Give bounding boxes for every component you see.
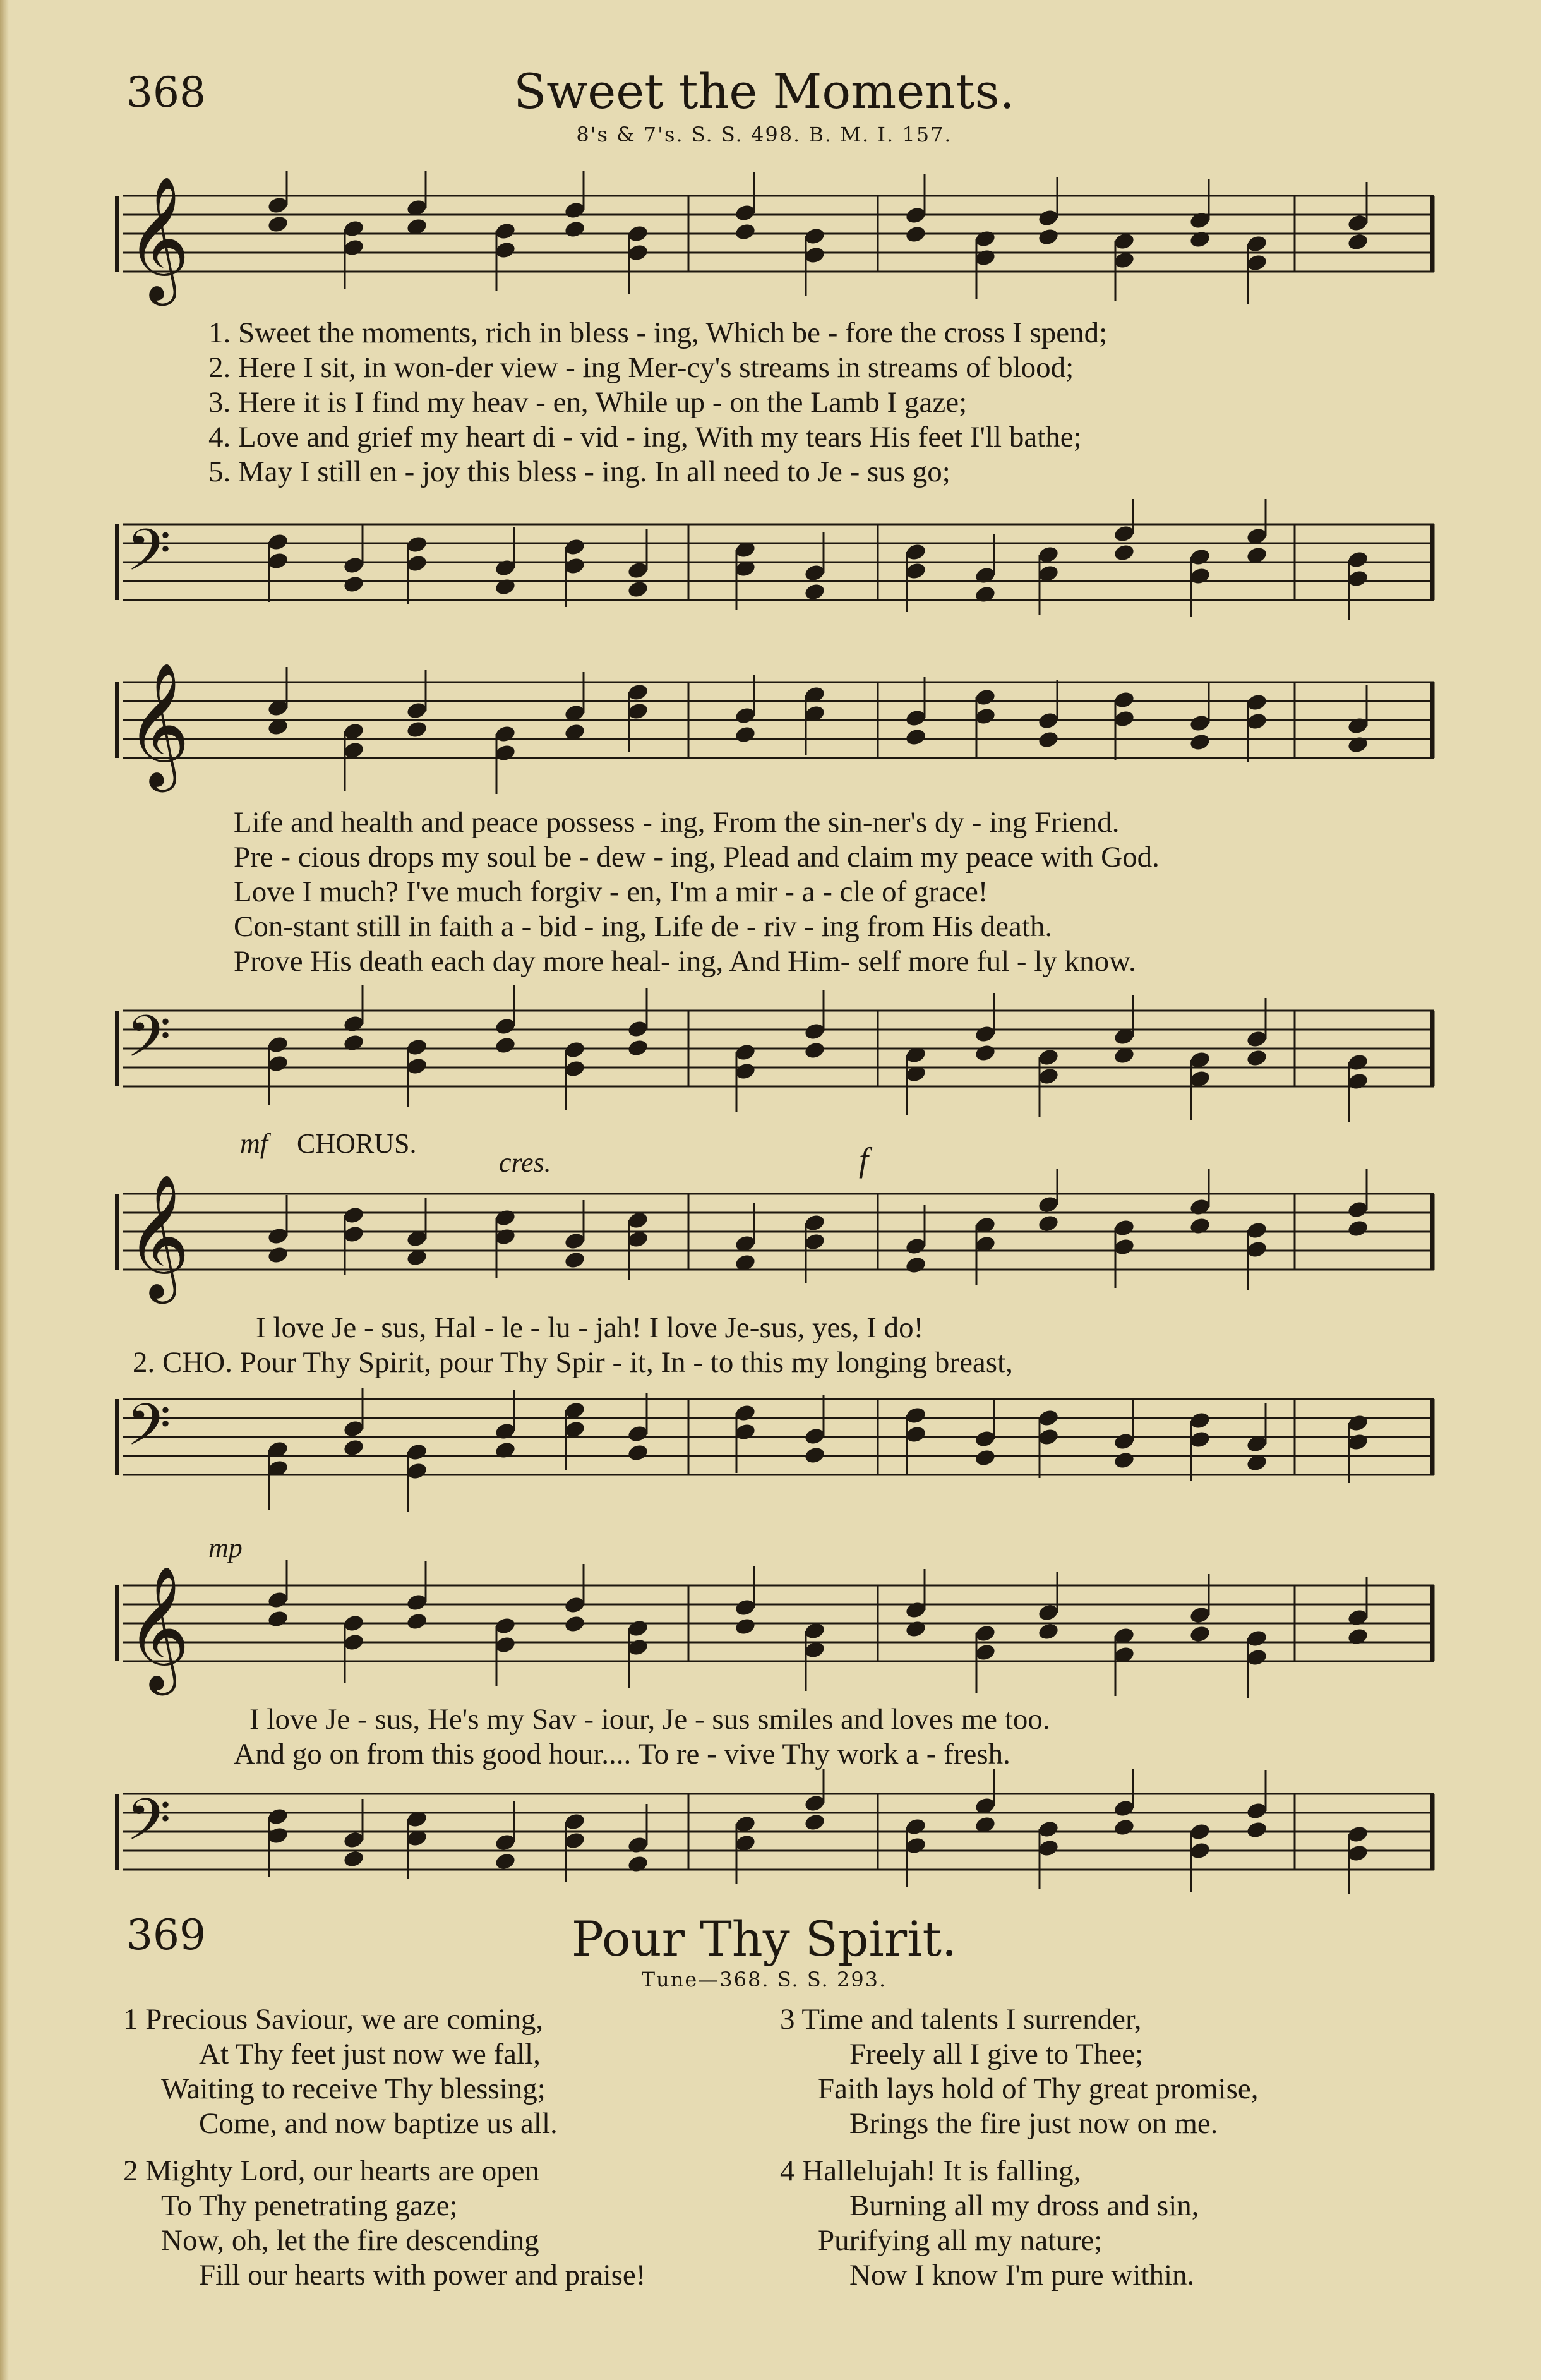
hymn-title-369: Pour Thy Spirit. <box>571 1911 957 1967</box>
note-head <box>1245 1049 1268 1068</box>
verse-2-line-1: 2. Here I sit, in won-der view - ing Mer-cy's streams in streams of blood; <box>208 351 1074 384</box>
chorus-line-3: I love Je - sus, He's my Sav - iour, Je - sus smiles and loves me too. <box>249 1703 1050 1736</box>
note-head <box>1037 227 1060 247</box>
note-head <box>734 222 757 242</box>
note-head <box>1037 730 1060 750</box>
bass-clef-icon: 𝄢 <box>126 1786 171 1867</box>
chorus-line-2: 2. CHO. Pour Thy Spirit, pour Thy Spir - it, In - to this my longing breast, <box>133 1346 1013 1379</box>
note-head <box>734 725 757 745</box>
stanza-2-line-3: Now, oh, let the fire descending <box>161 2224 539 2257</box>
treble-staff-system-1 <box>0 171 1541 316</box>
verse-5-line-2: Prove His death each day more heal- ing, And Him- self more ful - ly know. <box>234 945 1136 978</box>
note-head <box>267 1609 289 1629</box>
note-head <box>1189 733 1211 752</box>
treble-clef-icon: 𝄞 <box>126 176 190 301</box>
note-head <box>342 1849 365 1869</box>
treble-clef-icon: 𝄞 <box>126 1565 190 1690</box>
note-head <box>342 575 365 594</box>
stanza-1-line-2: At Thy feet just now we fall, <box>199 2038 541 2070</box>
note-head <box>734 1617 757 1637</box>
verse-4-line-2: Con-stant still in faith a - bid - ing, Life de - riv - ing from His death. <box>234 910 1053 943</box>
stanza-4-line-1: 4 Hallelujah! It is falling, <box>780 2155 1081 2187</box>
verse-2-line-2: Pre - cious drops my soul be - dew - ing, Plead and claim my peace with God. <box>234 841 1160 874</box>
dynamic-mp: mp <box>208 1532 243 1563</box>
note-head <box>974 585 997 604</box>
treble-clef-icon: 𝄞 <box>126 1174 190 1299</box>
note-head <box>1113 1451 1136 1470</box>
note-head <box>342 1033 365 1053</box>
note-head <box>627 1443 649 1463</box>
bass-staff-system-4 <box>0 1769 1541 1914</box>
note-head <box>627 1038 649 1058</box>
bass-clef-icon: 𝄢 <box>126 1391 171 1472</box>
note-head <box>1346 735 1369 755</box>
bass-staff-system-2 <box>0 985 1541 1131</box>
dynamic-cres: cres. <box>499 1147 551 1178</box>
note-head <box>803 582 826 602</box>
note-head <box>974 1448 997 1468</box>
note-head <box>267 215 289 234</box>
verse-1-line-2: Life and health and peace possess - ing, From the sin-ner's dy - ing Friend. <box>234 806 1120 839</box>
note-head <box>494 1852 517 1872</box>
chorus-line-4: And go on from this good hour.... To re - vive Thy work a - fresh. <box>234 1738 1010 1770</box>
note-head <box>405 1612 428 1632</box>
note-head <box>1189 1217 1211 1236</box>
note-head <box>563 1251 586 1270</box>
note-head <box>627 1854 649 1874</box>
note-head <box>1113 1818 1136 1837</box>
note-head <box>1113 543 1136 563</box>
chorus-label: CHORUS. <box>297 1128 417 1159</box>
stanza-1-line-1: 1 Precious Saviour, we are coming, <box>123 2003 544 2036</box>
note-head <box>494 1441 517 1460</box>
note-head <box>1189 230 1211 249</box>
note-head <box>563 220 586 239</box>
stanza-3-line-2: Freely all I give to Thee; <box>849 2038 1144 2070</box>
stanza-4-line-4: Now I know I'm pure within. <box>849 2259 1195 2292</box>
treble-staff-system-4 <box>0 1560 1541 1705</box>
verse-3-line-2: Love I much? I've much forgiv - en, I'm a mir - a - cle of grace! <box>234 875 988 908</box>
stanza-3-line-3: Faith lays hold of Thy great promise, <box>818 2072 1259 2105</box>
note-head <box>803 1041 826 1061</box>
stanza-3-line-4: Brings the fire just now on me. <box>849 2107 1218 2140</box>
note-head <box>405 720 428 740</box>
note-head <box>1245 1820 1268 1840</box>
verse-1-line-1: 1. Sweet the moments, rich in bless - ing, Which be - fore the cross I spend; <box>208 316 1108 349</box>
hymn-number-368: 368 <box>126 68 206 117</box>
chorus-line-1: I love Je - sus, Hal - le - lu - jah! I love Je-sus, yes, I do! <box>256 1311 924 1344</box>
note-head <box>904 1256 927 1275</box>
stanza-2-line-2: To Thy penetrating gaze; <box>161 2189 458 2222</box>
hymn-meta-369: Tune—368. S. S. 293. <box>641 1968 887 1992</box>
note-head <box>974 1043 997 1063</box>
note-head <box>563 1614 586 1634</box>
note-head <box>803 1446 826 1465</box>
treble-clef-icon: 𝄞 <box>126 662 190 787</box>
stanza-4-line-3: Purifying all my nature; <box>818 2224 1103 2257</box>
note-head <box>1037 1214 1060 1234</box>
note-head <box>1346 232 1369 252</box>
stanza-1-line-4: Come, and now baptize us all. <box>199 2107 558 2140</box>
stanza-3-line-1: 3 Time and talents I surrender, <box>780 2003 1142 2036</box>
note-head <box>904 225 927 244</box>
bass-staff-system-1 <box>0 499 1541 644</box>
stanza-2-line-1: 2 Mighty Lord, our hearts are open <box>123 2155 540 2187</box>
verse-5-line-1: 5. May I still en - joy this bless - ing. In all need to Je - sus go; <box>208 455 950 488</box>
note-head <box>494 1036 517 1055</box>
note-head <box>1037 1622 1060 1642</box>
note-head <box>904 1620 927 1639</box>
bass-staff-system-3 <box>0 1374 1541 1519</box>
treble-staff-system-3 <box>0 1169 1541 1314</box>
note-head <box>803 1813 826 1832</box>
notes-1 <box>267 171 1369 304</box>
dynamic-f: f <box>859 1141 869 1179</box>
note-head <box>267 1246 289 1265</box>
note-head <box>627 580 649 599</box>
hymn-meta-368: 8's & 7's. S. S. 498. B. M. I. 157. <box>576 123 952 147</box>
note-head <box>494 577 517 597</box>
hymn-number-369: 369 <box>126 1911 206 1959</box>
note-head <box>1346 1627 1369 1647</box>
note-head <box>904 728 927 747</box>
hymn-title-368: Sweet the Moments. <box>513 63 1015 119</box>
verse-3-line-1: 3. Here it is I find my heav - en, While up - on the Lamb I gaze; <box>208 386 968 419</box>
note-head <box>1189 1625 1211 1644</box>
stanza-1-line-3: Waiting to receive Thy blessing; <box>161 2072 546 2105</box>
stanza-2-line-4: Fill our hearts with power and praise! <box>199 2259 646 2292</box>
stanza-4-line-2: Burning all my dross and sin, <box>849 2189 1199 2222</box>
note-head <box>1346 1219 1369 1239</box>
dynamic-mf: mf <box>240 1128 268 1159</box>
treble-staff-system-2 <box>0 657 1541 802</box>
note-head <box>342 1438 365 1458</box>
verse-4-line-1: 4. Love and grief my heart di - vid - ing, With my tears His feet I'll bathe; <box>208 421 1082 454</box>
bass-clef-icon: 𝄢 <box>126 517 171 598</box>
bass-clef-icon: 𝄢 <box>126 1003 171 1084</box>
